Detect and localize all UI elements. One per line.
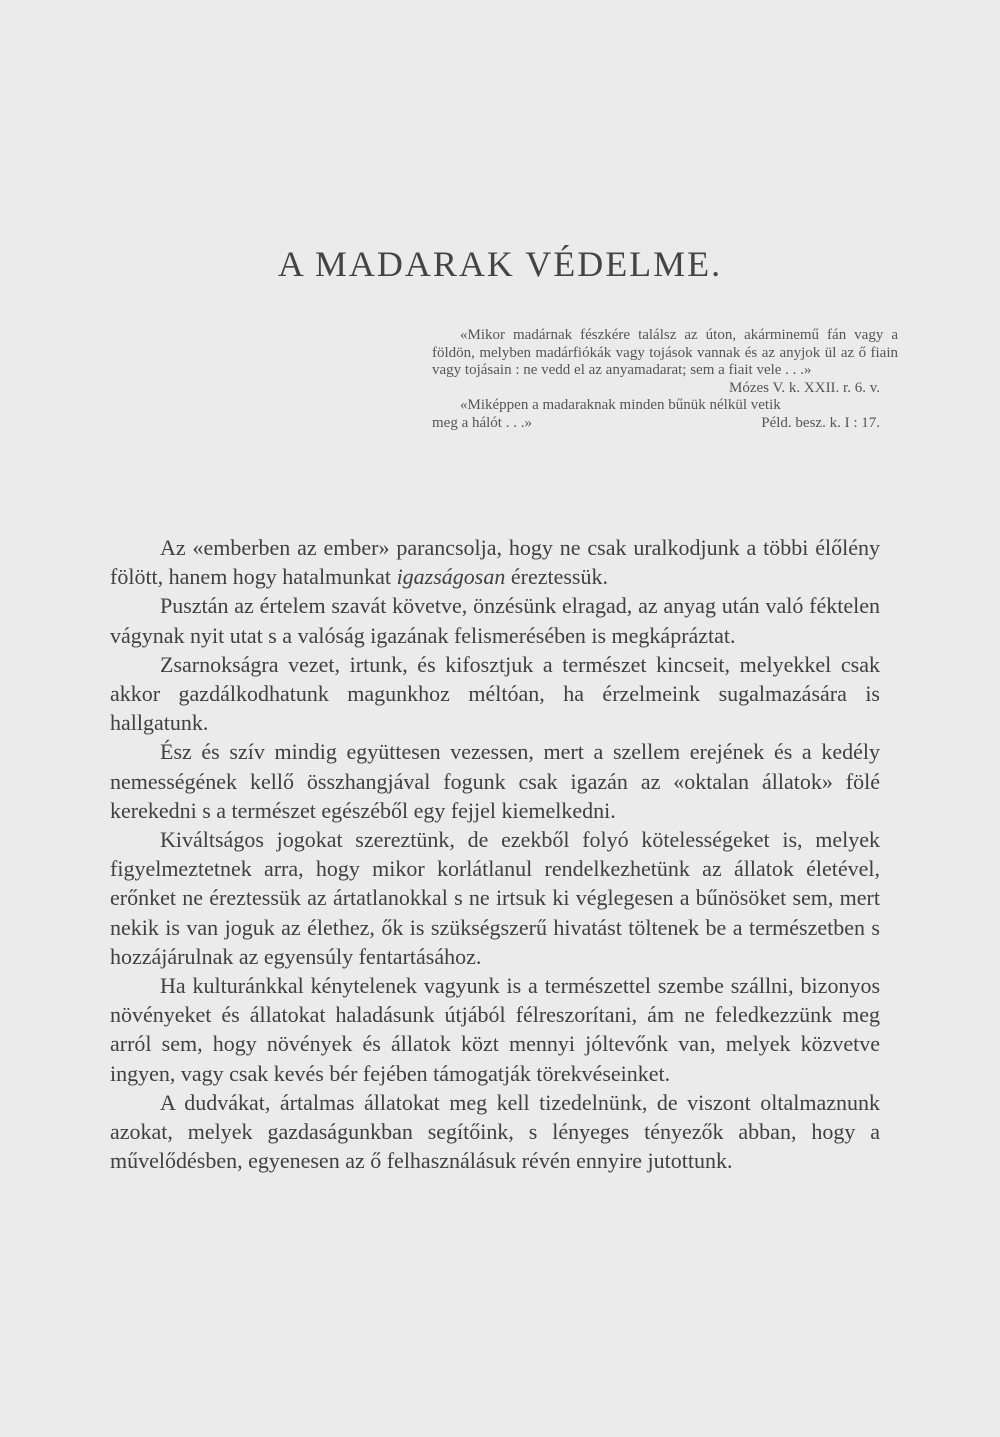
paragraph-5: Kiváltságos jogokat szereztünk, de ezekből folyó kötelességeket is, melyek figyelmeztetnek arra, hogy mikor korlátlanul rendelkezhetünk az állatok életével, erőnket ne éreztessük az ártatlanokkal s ne irtsuk ki véglegesen a bűnösöket sem, mert nekik is van joguk az élethez, ők is szükségszerű hivatást töltenek be a természetben s hozzájárulnak az egyensúly fentartásához. — [110, 827, 880, 969]
page-title: A MADARAK VÉDELME. — [277, 244, 723, 284]
epigraph-quote-2-tail: meg a hálót . . .» — [432, 414, 532, 431]
epigraph-citation-2: Péld. besz. k. I : 17. — [761, 414, 880, 431]
paragraph-6: Ha kulturánkkal kénytelenek vagyunk is a természettel szembe szállni, bizonyos növényeket és állatokat haladásunk útjából félreszorítani, ám ne feledkezzünk meg arról sem, hogy növények és állatok közt mennyi jóltevőnk van, melyek közvetve ingyen, vagy csak kevés bér fejében támogatják törekvéseinket. — [110, 973, 880, 1086]
epigraph-quote-2-end — [432, 415, 898, 433]
paragraph-1 — [110, 533, 880, 591]
epigraph-quote-1: «Mikor madárnak fészkére találsz az úton, akárminemű fán vagy a földön, melyben madárfiókák vagy tojások vannak és az anyjok ül az ő fiain vagy tojásain : ne vedd el az anyamadarat; sem a fiait vele . . .» — [432, 327, 898, 378]
paragraph-4: Ész és szív mindig együttesen vezessen, mert a szellem erejének és a kedély nemességének kellő összhangjával fogunk csak igazán az «oktalan állatok» fölé kerekedni s a természet egészéből egy fejjel kiemelkedni. — [110, 739, 880, 823]
epigraph-quote-2: «Miképpen a madaraknak minden bűnük nélkül vetik — [460, 397, 781, 413]
epigraph — [432, 327, 898, 432]
body-text — [110, 533, 880, 1175]
paragraph-3: Zsarnokságra vezet, irtunk, és kifosztjuk a természet kincseit, melyekkel csak akkor gazdálkodhatunk magunkhoz méltóan, ha érzelmeink sugalmazására is hallgatunk. — [110, 651, 880, 736]
epigraph-citation-1: Mózes V. k. XXII. r. 6. v. — [729, 379, 880, 396]
paragraph-1-emphasis: igazságosan — [396, 564, 506, 590]
paragraph-1-text: Az «emberben az ember» parancsolja, hogy ne csak uralkodjunk a többi élőlény fölött, hanem hogy hatalmunkat — [110, 535, 880, 590]
paragraph-2: Pusztán az értelem szavát követve, önzésünk elragad, az anyag után való féktelen vágynak nyit utat s a valóság igazának felismerésében is megkápráztat. — [110, 593, 880, 648]
paragraph-1-text-end: éreztessük. — [505, 564, 608, 590]
paragraph-7: A dudvákat, ártalmas állatokat meg kell tizedelnünk, de viszont oltalmaznunk azokat, melyek gazdaságunkban segítőink, s lényeges tényezők abban, hogy a művelődésben, egyenesen az ő felhasználásuk révén ennyire jutottunk. — [110, 1089, 880, 1174]
